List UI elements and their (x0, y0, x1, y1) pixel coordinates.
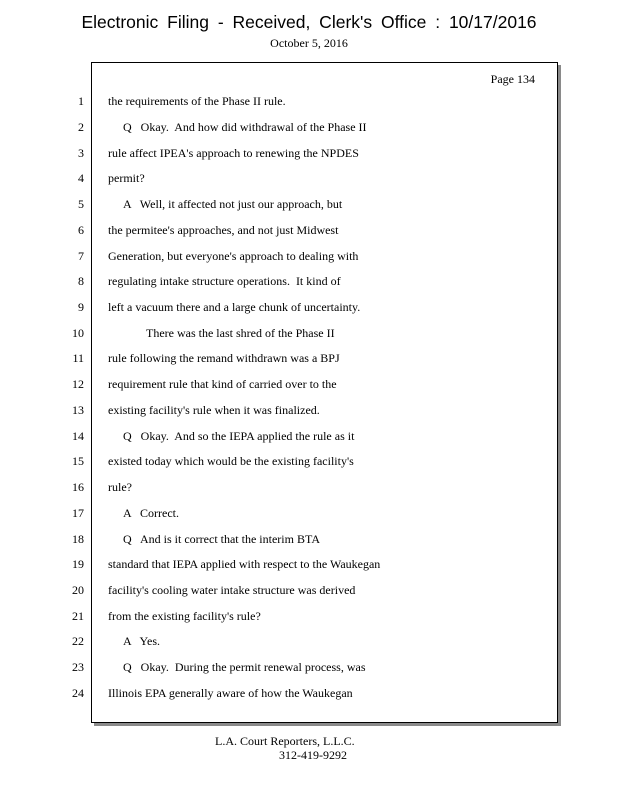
transcript-line (0, 686, 600, 706)
line-text: Q And is it correct that the interim BTA (123, 532, 320, 546)
efiling-stamp: Electronic Filing - Received, Clerk's Office : 10/17/2016 (81, 12, 537, 32)
line-text: rule? (108, 480, 132, 494)
reporter-phone: 312-419-9292 (279, 748, 347, 762)
transcript-line (0, 634, 600, 654)
transcript-line (0, 429, 600, 449)
line-number: 10 (72, 326, 84, 340)
line-number: 17 (72, 506, 84, 520)
line-text: left a vacuum there and a large chunk of uncertainty. (108, 300, 361, 314)
line-text: There was the last shred of the Phase II (146, 326, 335, 340)
line-text: from the existing facility's rule? (108, 609, 261, 623)
transcript-line (0, 660, 600, 680)
transcript-line (0, 146, 600, 166)
line-text: requirement rule that kind of carried over to the (108, 377, 337, 391)
line-text: standard that IEPA applied with respect to the Waukegan (108, 557, 381, 571)
transcript-line (0, 197, 600, 217)
line-text: rule following the remand withdrawn was a BPJ (108, 351, 340, 365)
transcript-line (0, 171, 600, 191)
line-text: Illinois EPA generally aware of how the Waukegan (108, 686, 353, 700)
line-number: 20 (72, 583, 84, 597)
line-number: 23 (72, 660, 84, 674)
line-text: facility's cooling water intake structure was derived (108, 583, 356, 597)
line-text: existed today which would be the existing facility's (108, 454, 354, 468)
line-text: Generation, but everyone's approach to dealing with (108, 249, 359, 263)
line-number: 13 (72, 403, 84, 417)
transcript-line (0, 274, 600, 294)
line-number: 5 (78, 197, 84, 211)
transcript-line (0, 326, 600, 346)
line-number: 8 (78, 274, 84, 288)
transcript-line (0, 300, 600, 320)
line-number: 6 (78, 223, 84, 237)
line-number: 22 (72, 634, 84, 648)
transcript-line (0, 120, 600, 140)
transcript-line (0, 480, 600, 500)
line-text: Q Okay. And so the IEPA applied the rule as it (123, 429, 355, 443)
line-number: 9 (78, 300, 84, 314)
line-text: regulating intake structure operations. It kind of (108, 274, 341, 288)
line-number: 3 (78, 146, 84, 160)
line-text: the requirements of the Phase II rule. (108, 94, 286, 108)
line-text: Q Okay. During the permit renewal process, was (123, 660, 366, 674)
line-text: rule affect IPEA's approach to renewing the NPDES (108, 146, 359, 160)
line-text: A Yes. (123, 634, 161, 648)
reporter-company: L.A. Court Reporters, L.L.C. (215, 734, 355, 748)
transcript-date: October 5, 2016 (270, 36, 348, 50)
line-number: 14 (72, 429, 84, 443)
transcript-line (0, 403, 600, 423)
line-number: 2 (78, 120, 84, 134)
line-number: 11 (72, 351, 84, 365)
transcript-line (0, 351, 600, 371)
transcript-line (0, 583, 600, 603)
transcript-line (0, 506, 600, 526)
line-text: A Well, it affected not just our approach, but (123, 197, 343, 211)
transcript-line (0, 377, 600, 397)
line-number: 4 (78, 171, 84, 185)
line-number: 19 (72, 557, 84, 571)
line-text: Q Okay. And how did withdrawal of the Phase II (123, 120, 367, 134)
page-number: Page 134 (490, 72, 535, 86)
line-number: 18 (72, 532, 84, 546)
transcript-line (0, 454, 600, 474)
line-number: 7 (78, 249, 84, 263)
line-number: 24 (72, 686, 84, 700)
line-text: the permitee's approaches, and not just Midwest (108, 223, 339, 237)
line-number: 16 (72, 480, 84, 494)
transcript-line (0, 532, 600, 552)
line-number: 12 (72, 377, 84, 391)
transcript-line (0, 223, 600, 243)
transcript-line (0, 94, 600, 114)
transcript-line (0, 609, 600, 629)
line-number: 15 (72, 454, 84, 468)
line-text: permit? (108, 171, 145, 185)
transcript-line (0, 249, 600, 269)
transcript-line (0, 557, 600, 577)
line-text: A Correct. (123, 506, 179, 520)
line-number: 21 (72, 609, 84, 623)
line-number: 1 (78, 94, 84, 108)
line-text: existing facility's rule when it was finalized. (108, 403, 320, 417)
